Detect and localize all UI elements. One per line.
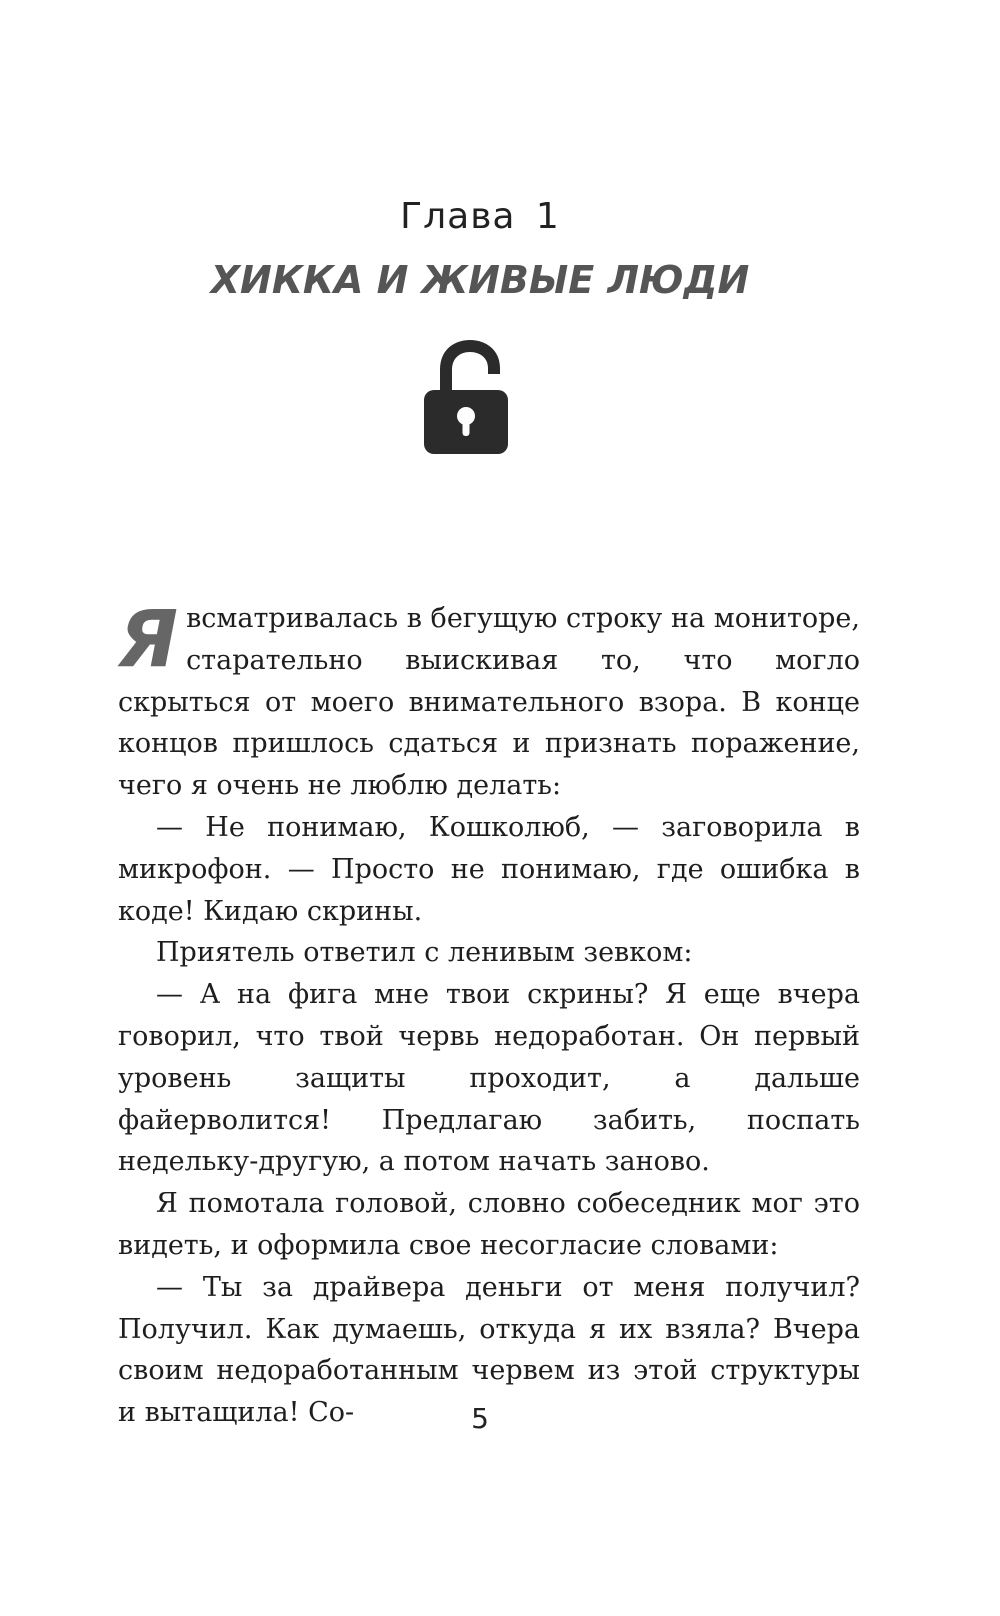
chapter-title: ХИККА И ЖИВЫЕ ЛЮДИ (210, 258, 750, 302)
paragraph-text: всматривалась в бегущую строку на мониторе, старательно выискивая то, что могло скрыться от моего внимательного взора. В конце концов пришлось сдаться и признать поражение, чего я очень не люблю делать: (118, 603, 860, 802)
drop-cap: Я (118, 595, 179, 685)
paragraph: Приятель ответил с ленивым зевком: (156, 937, 693, 969)
page-number: 5 (471, 1402, 489, 1435)
unlocked-padlock-icon (418, 336, 514, 458)
paragraph: — А на фига мне твои скрины? Я еще вчера говорил, что твой червь недоработан. Он первый уровень защиты проходит, а дальше файерволится! Предлагаю забить, поспать недельку-другую, а потом начать заново. (118, 979, 860, 1178)
paragraph: Я помотала головой, словно собеседник мог это видеть, и оформила свое несогласие словами: (118, 1188, 860, 1261)
paragraph: — Ты за драйвера деньги от меня получил? Получил. Как думаешь, откуда я их взяла? Вчера своим недоработанным червем из этой структуры и вытащила! Со- (118, 1271, 860, 1429)
chapter-number: Глава 1 (400, 196, 560, 237)
chapter-body (118, 595, 860, 1434)
paragraph (118, 595, 860, 807)
paragraph: — Не понимаю, Кошколюб, — заговорила в микрофон. — Просто не понимаю, где ошибка в коде! Кидаю скрины. (118, 811, 860, 927)
